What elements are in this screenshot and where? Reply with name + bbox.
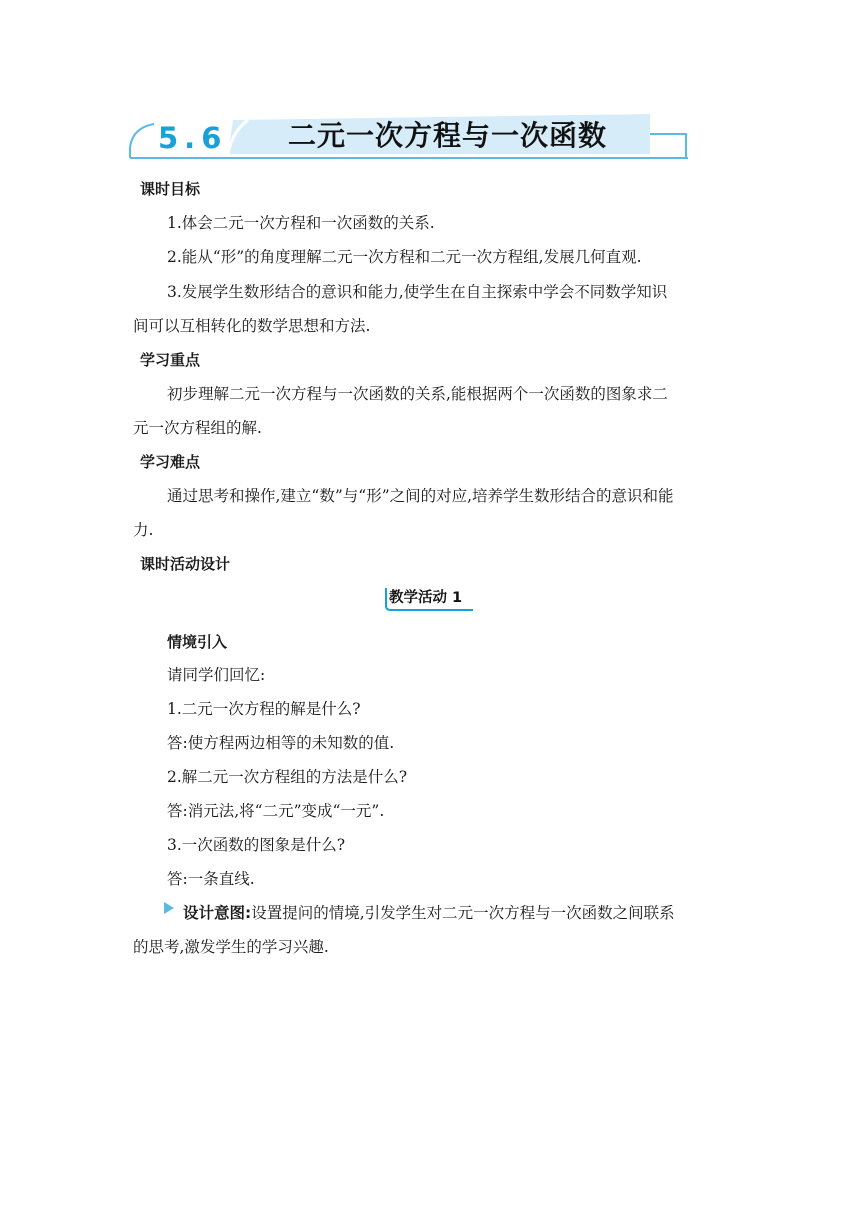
- difficulties-line-1: 通过思考和操作,建立“数”与“形”之间的对应,培养学生数形结合的意识和能: [167, 487, 674, 505]
- scenario-line-6: 3.一次函数的图象是什么?: [167, 836, 346, 854]
- key-points-line-1: 初步理解二元一次方程与一次函数的关系,能根据两个一次函数的图象求二: [167, 385, 668, 403]
- section-title: 二元一次方程与一次函数: [288, 119, 608, 152]
- section-number: 5.6: [158, 121, 228, 155]
- objectives-heading: 课时目标: [140, 180, 201, 198]
- section-header: [128, 110, 693, 166]
- design-intent-line-2: 的思考,激发学生的学习兴趣.: [133, 938, 329, 956]
- activity-label: 教学活动 1: [389, 590, 463, 606]
- difficulties-heading: 学习难点: [140, 453, 201, 471]
- objective-item-3: 3.发展学生数形结合的意识和能力,使学生在自主探索中学会不同数学知识: [167, 283, 668, 301]
- key-points-heading: 学习重点: [140, 351, 201, 369]
- scenario-line-4: 2.解二元一次方程组的方法是什么?: [167, 768, 408, 786]
- scenario-line-7: 答:一条直线.: [167, 870, 255, 888]
- objective-item-3-continued: 间可以互相转化的数学思想和方法.: [133, 317, 371, 335]
- triangle-marker-icon: [163, 901, 175, 915]
- design-intent-text: 设置提问的情境,引发学生对二元一次方程与一次函数之间联系: [251, 904, 675, 922]
- design-intent-line-1: [183, 903, 675, 923]
- scenario-heading: 情境引入: [167, 633, 228, 651]
- key-points-line-2: 元一次方程组的解.: [133, 419, 262, 437]
- scenario-line-2: 1.二元一次方程的解是什么?: [167, 700, 361, 718]
- objective-item-2: 2.能从“形”的角度理解二元一次方程和二元一次方程组,发展几何直观.: [167, 248, 642, 266]
- activity-design-heading: 课时活动设计: [140, 555, 231, 573]
- scenario-line-1: 请同学们回忆:: [167, 666, 266, 684]
- scenario-line-3: 答:使方程两边相等的未知数的值.: [167, 734, 395, 752]
- scenario-line-5: 答:消元法,将“二元”变成“一元”.: [167, 802, 385, 820]
- activity-badge: [383, 584, 475, 612]
- design-intent-label: 设计意图:: [183, 904, 252, 922]
- difficulties-line-2: 力.: [133, 521, 154, 539]
- objective-item-1: 1.体会二元一次方程和一次函数的关系.: [167, 214, 435, 232]
